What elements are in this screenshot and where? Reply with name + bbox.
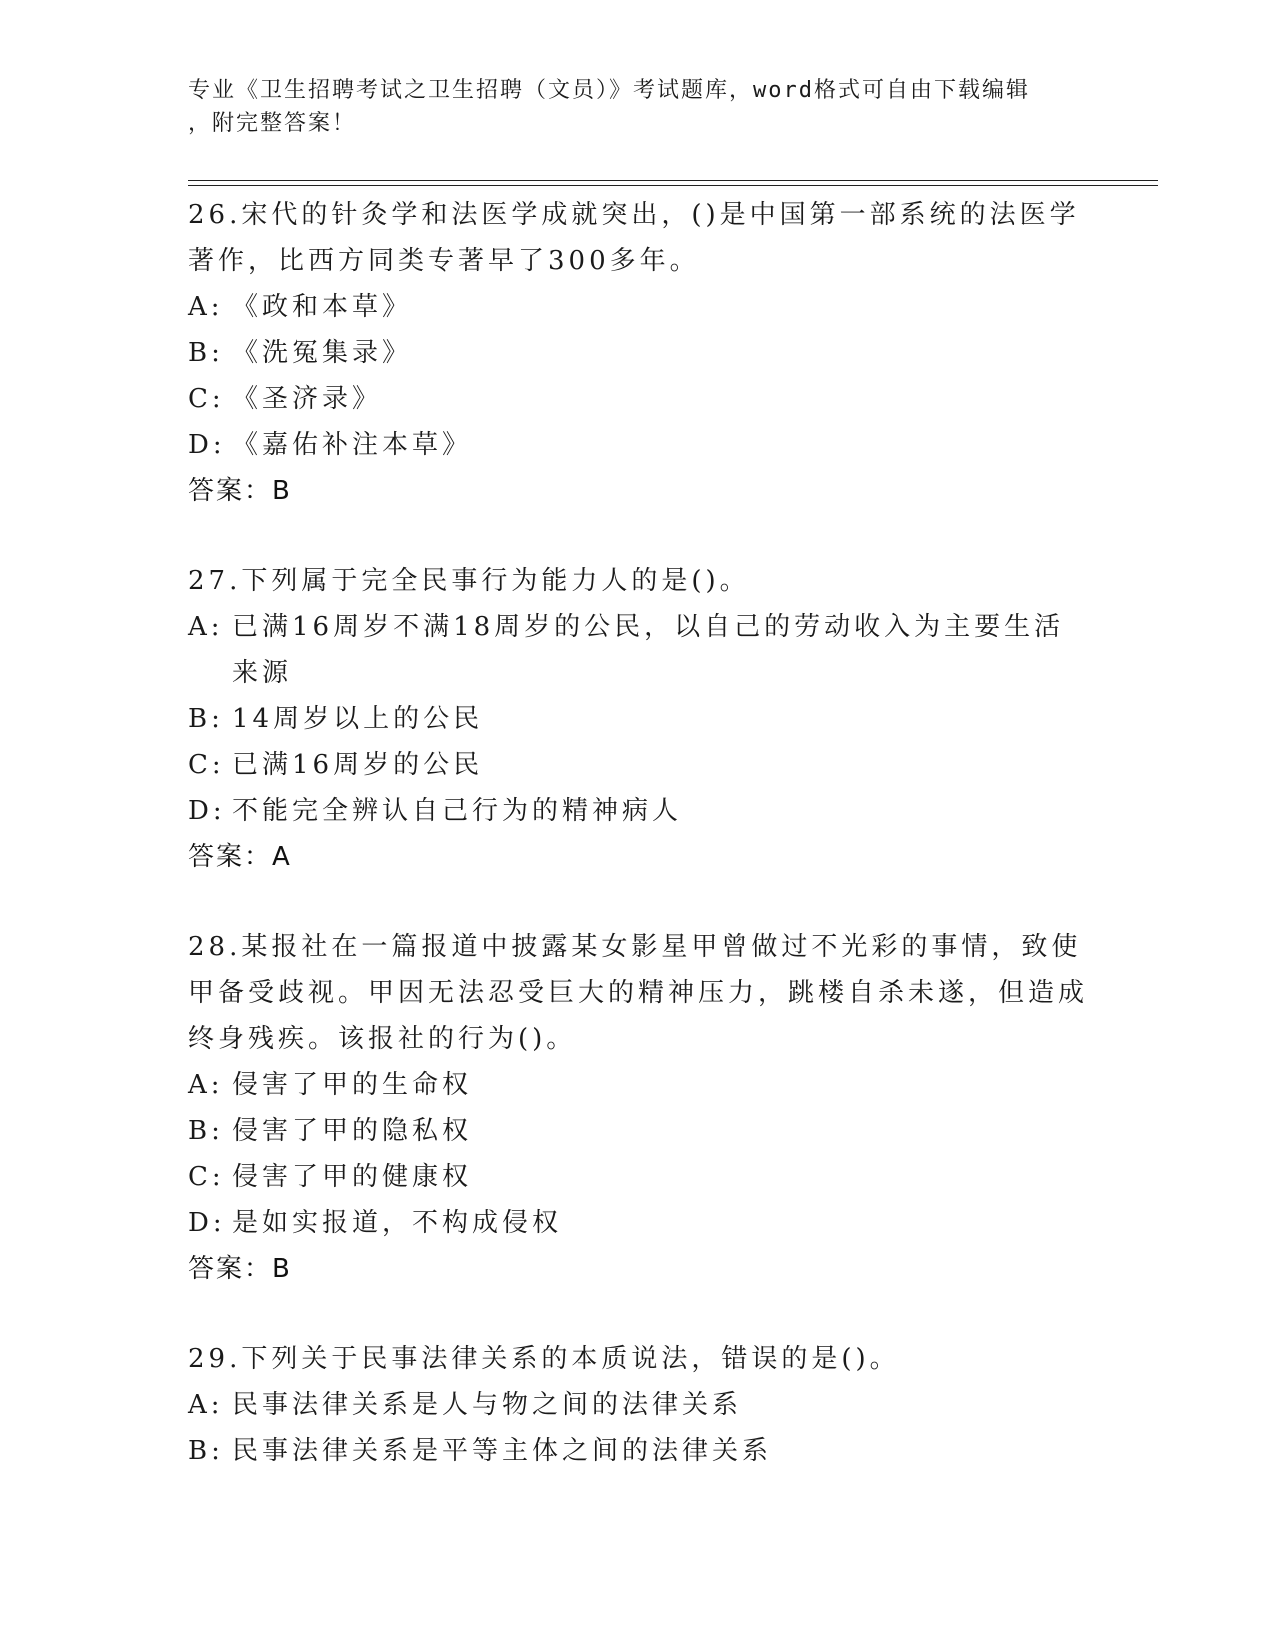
question-list <box>188 192 1088 1518</box>
option-text: 已满16周岁不满18周岁的公民，以自己的劳动收入为主要生活来源 <box>232 612 1065 688</box>
option-d <box>188 1200 1088 1246</box>
header-divider-bottom <box>188 185 1158 186</box>
option-text: 侵害了甲的健康权 <box>232 1162 473 1192</box>
question-28 <box>188 924 1088 1292</box>
option-letter: D: <box>188 796 226 826</box>
option-d <box>188 788 1088 834</box>
option-b <box>188 330 1088 376</box>
option-letter: B: <box>188 338 224 368</box>
option-b <box>188 1428 1088 1474</box>
option-text: 《政和本草》 <box>232 292 413 322</box>
answer-line: 答案：A <box>188 842 292 872</box>
header-line-2: ，附完整答案！ <box>188 111 357 136</box>
question-29 <box>188 1336 1088 1474</box>
option-text: 侵害了甲的生命权 <box>232 1070 473 1100</box>
option-b <box>188 696 1088 742</box>
option-text: 14周岁以上的公民 <box>232 704 484 734</box>
option-c <box>188 1154 1088 1200</box>
question-text: 27.下列属于完全民事行为能力人的是()。 <box>188 566 750 596</box>
option-b <box>188 1108 1088 1154</box>
option-a <box>188 604 1088 696</box>
option-text: 侵害了甲的隐私权 <box>232 1116 473 1146</box>
option-letter: A: <box>188 292 224 322</box>
option-text: 民事法律关系是人与物之间的法律关系 <box>232 1390 743 1420</box>
option-letter: A: <box>188 1070 224 1100</box>
option-c <box>188 742 1088 788</box>
question-text: 29.下列关于民事法律关系的本质说法，错误的是()。 <box>188 1344 900 1374</box>
option-text: 《洗冤集录》 <box>232 338 413 368</box>
question-26 <box>188 192 1088 514</box>
option-letter: B: <box>188 1116 224 1146</box>
header-divider-top <box>188 180 1158 181</box>
option-c <box>188 376 1088 422</box>
option-letter: D: <box>188 430 226 460</box>
option-letter: A: <box>188 612 224 642</box>
option-letter: B: <box>188 1436 224 1466</box>
option-a <box>188 1382 1088 1428</box>
option-letter: C: <box>188 384 225 414</box>
question-text: 28.某报社在一篇报道中披露某女影星甲曾做过不光彩的事情，致使甲备受歧视。甲因无法忍受巨大的精神压力，跳楼自杀未遂，但造成终身残疾。该报社的行为()。 <box>188 932 1089 1054</box>
document-header <box>188 74 1088 140</box>
option-text: 《嘉佑补注本草》 <box>232 430 473 460</box>
option-text: 不能完全辨认自己行为的精神病人 <box>232 796 683 826</box>
option-d <box>188 422 1088 468</box>
option-a <box>188 284 1088 330</box>
option-text: 是如实报道，不构成侵权 <box>232 1208 563 1238</box>
answer-line: 答案：B <box>188 1254 292 1284</box>
option-a <box>188 1062 1088 1108</box>
answer-line: 答案：B <box>188 476 292 506</box>
option-letter: A: <box>188 1390 224 1420</box>
question-27 <box>188 558 1088 880</box>
option-letter: C: <box>188 1162 225 1192</box>
question-text: 26.宋代的针灸学和法医学成就突出，()是中国第一部系统的法医学著作，比西方同类专著早了300多年。 <box>188 200 1080 276</box>
option-text: 《圣济录》 <box>232 384 383 414</box>
option-text: 已满16周岁的公民 <box>232 750 484 780</box>
option-text: 民事法律关系是平等主体之间的法律关系 <box>232 1436 773 1466</box>
option-letter: B: <box>188 704 224 734</box>
header-line-1: 专业《卫生招聘考试之卫生招聘（文员）》考试题库，word格式可自由下载编辑 <box>188 78 1030 103</box>
option-letter: D: <box>188 1208 226 1238</box>
option-letter: C: <box>188 750 225 780</box>
